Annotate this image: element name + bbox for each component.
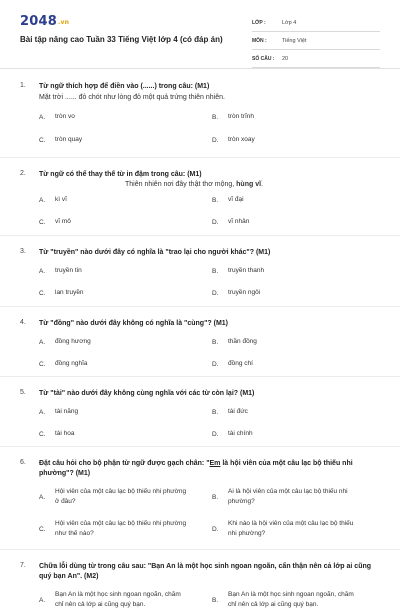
option-c[interactable]: C. vĩ mô bbox=[39, 218, 71, 226]
option-a[interactable]: A. tròn vo bbox=[39, 113, 75, 121]
question-context: Thiên nhiên nơi đây thật thơ mộng, hùng vĩ. bbox=[125, 181, 263, 188]
question-1 bbox=[0, 70, 400, 158]
question-3 bbox=[0, 236, 400, 307]
page-title: Bài tập nâng cao Tuần 33 Tiếng Việt lớp 4 (có đáp án) bbox=[20, 35, 223, 44]
question-context: Mặt trời ...... đỏ chót như lòng đỏ một quả trứng thiên nhiên. bbox=[39, 94, 225, 101]
option-a[interactable]: A. Bạn An là một học sinh ngoan ngoãn, chăm chỉ nên cả lớp ai cũng quý bạn. bbox=[39, 591, 181, 608]
question-text: Từ ngữ thích hợp để điền vào (......) trong câu: (M1) bbox=[39, 83, 210, 90]
option-d[interactable]: D. Khi nào là hội viên của một câu lạc bộ thiếu nhi phường? bbox=[212, 520, 354, 537]
option-d[interactable]: D. truyền ngôi bbox=[212, 289, 261, 297]
bold-word: hùng vĩ bbox=[236, 181, 262, 188]
question-text: Đặt câu hỏi cho bộ phận từ ngữ được gạch chân: "Em là hội viên của một câu lạc bộ thiếu nhi phường"? (M1) bbox=[39, 460, 353, 477]
option-a[interactable]: A. kì vĩ bbox=[39, 196, 67, 204]
question-list bbox=[0, 70, 400, 610]
meta-row-class: LỚP : Lớp 4 bbox=[252, 14, 380, 32]
option-b[interactable]: B. truyền thanh bbox=[212, 267, 265, 275]
question-5 bbox=[0, 377, 400, 447]
option-b[interactable]: B. tài đức bbox=[212, 408, 248, 416]
question-number: 4. bbox=[20, 319, 26, 326]
option-c[interactable]: C. Hội viên của một câu lạc bộ thiếu nhi phường như thế nào? bbox=[39, 520, 187, 537]
question-number: 7. bbox=[20, 562, 26, 569]
question-number: 6. bbox=[20, 459, 26, 466]
question-text: Từ "đồng" nào dưới đây không có nghĩa là "cùng"? (M1) bbox=[39, 320, 228, 327]
document-header bbox=[0, 0, 400, 70]
question-text: Từ ngữ có thể thay thế từ in đậm trong câu: (M1) bbox=[39, 171, 202, 178]
option-a[interactable]: A. đồng hương bbox=[39, 338, 91, 346]
underlined-word: Em bbox=[209, 460, 221, 467]
option-d[interactable]: D. tròn xoay bbox=[212, 136, 255, 144]
question-number: 5. bbox=[20, 389, 26, 396]
question-2 bbox=[0, 158, 400, 236]
option-c[interactable]: C. tròn quay bbox=[39, 136, 83, 144]
option-a[interactable]: A. tài năng bbox=[39, 408, 79, 416]
meta-row-subject: MÔN : Tiếng Việt bbox=[252, 32, 380, 50]
option-c[interactable]: C. tài hoa bbox=[39, 430, 75, 438]
option-b[interactable]: B. thần đồng bbox=[212, 338, 257, 346]
question-4 bbox=[0, 307, 400, 377]
header-divider bbox=[0, 68, 400, 69]
question-6 bbox=[0, 447, 400, 550]
option-c[interactable]: C. lan truyền bbox=[39, 289, 84, 297]
question-text: Chữa lỗi dùng từ trong câu sau: "Bạn An là một học sinh ngoan ngoãn, cẩn thận nên cả lớp ai cũng quý bạn An". (M2) bbox=[39, 563, 372, 580]
option-a[interactable]: A. truyền tin bbox=[39, 267, 82, 275]
option-d[interactable]: D. vĩ nhân bbox=[212, 218, 250, 226]
meta-table bbox=[252, 14, 380, 68]
meta-row-count: SỐ CÂU : 20 bbox=[252, 50, 380, 68]
site-logo[interactable]: 2048.vn bbox=[20, 14, 70, 29]
option-b[interactable]: B. vĩ đại bbox=[212, 196, 244, 204]
question-number: 1. bbox=[20, 82, 26, 89]
option-b[interactable]: B. tròn trĩnh bbox=[212, 113, 255, 121]
option-b[interactable]: B. Ai là hội viên của một câu lạc bộ thiếu nhi phường? bbox=[212, 488, 348, 505]
option-d[interactable]: D. đồng chí bbox=[212, 360, 253, 368]
option-d[interactable]: D. tài chính bbox=[212, 430, 253, 438]
question-text: Từ "tài" nào dưới đây không cùng nghĩa với các từ còn lại? (M1) bbox=[39, 390, 255, 397]
option-a[interactable]: A. Hội viên của một câu lạc bộ thiếu nhi phường ở đâu? bbox=[39, 488, 187, 505]
question-number: 2. bbox=[20, 170, 26, 177]
question-text: Từ "truyền" nào dưới đây có nghĩa là "trao lại cho người khác"? (M1) bbox=[39, 249, 271, 256]
option-b[interactable]: B. Bạn An là một học sinh ngoan ngoãn, chăm chỉ nên cả lớp ai cũng quý bạn. bbox=[212, 591, 354, 608]
question-number: 3. bbox=[20, 248, 26, 255]
option-c[interactable]: C. đồng nghĩa bbox=[39, 360, 88, 368]
question-7 bbox=[0, 550, 400, 610]
